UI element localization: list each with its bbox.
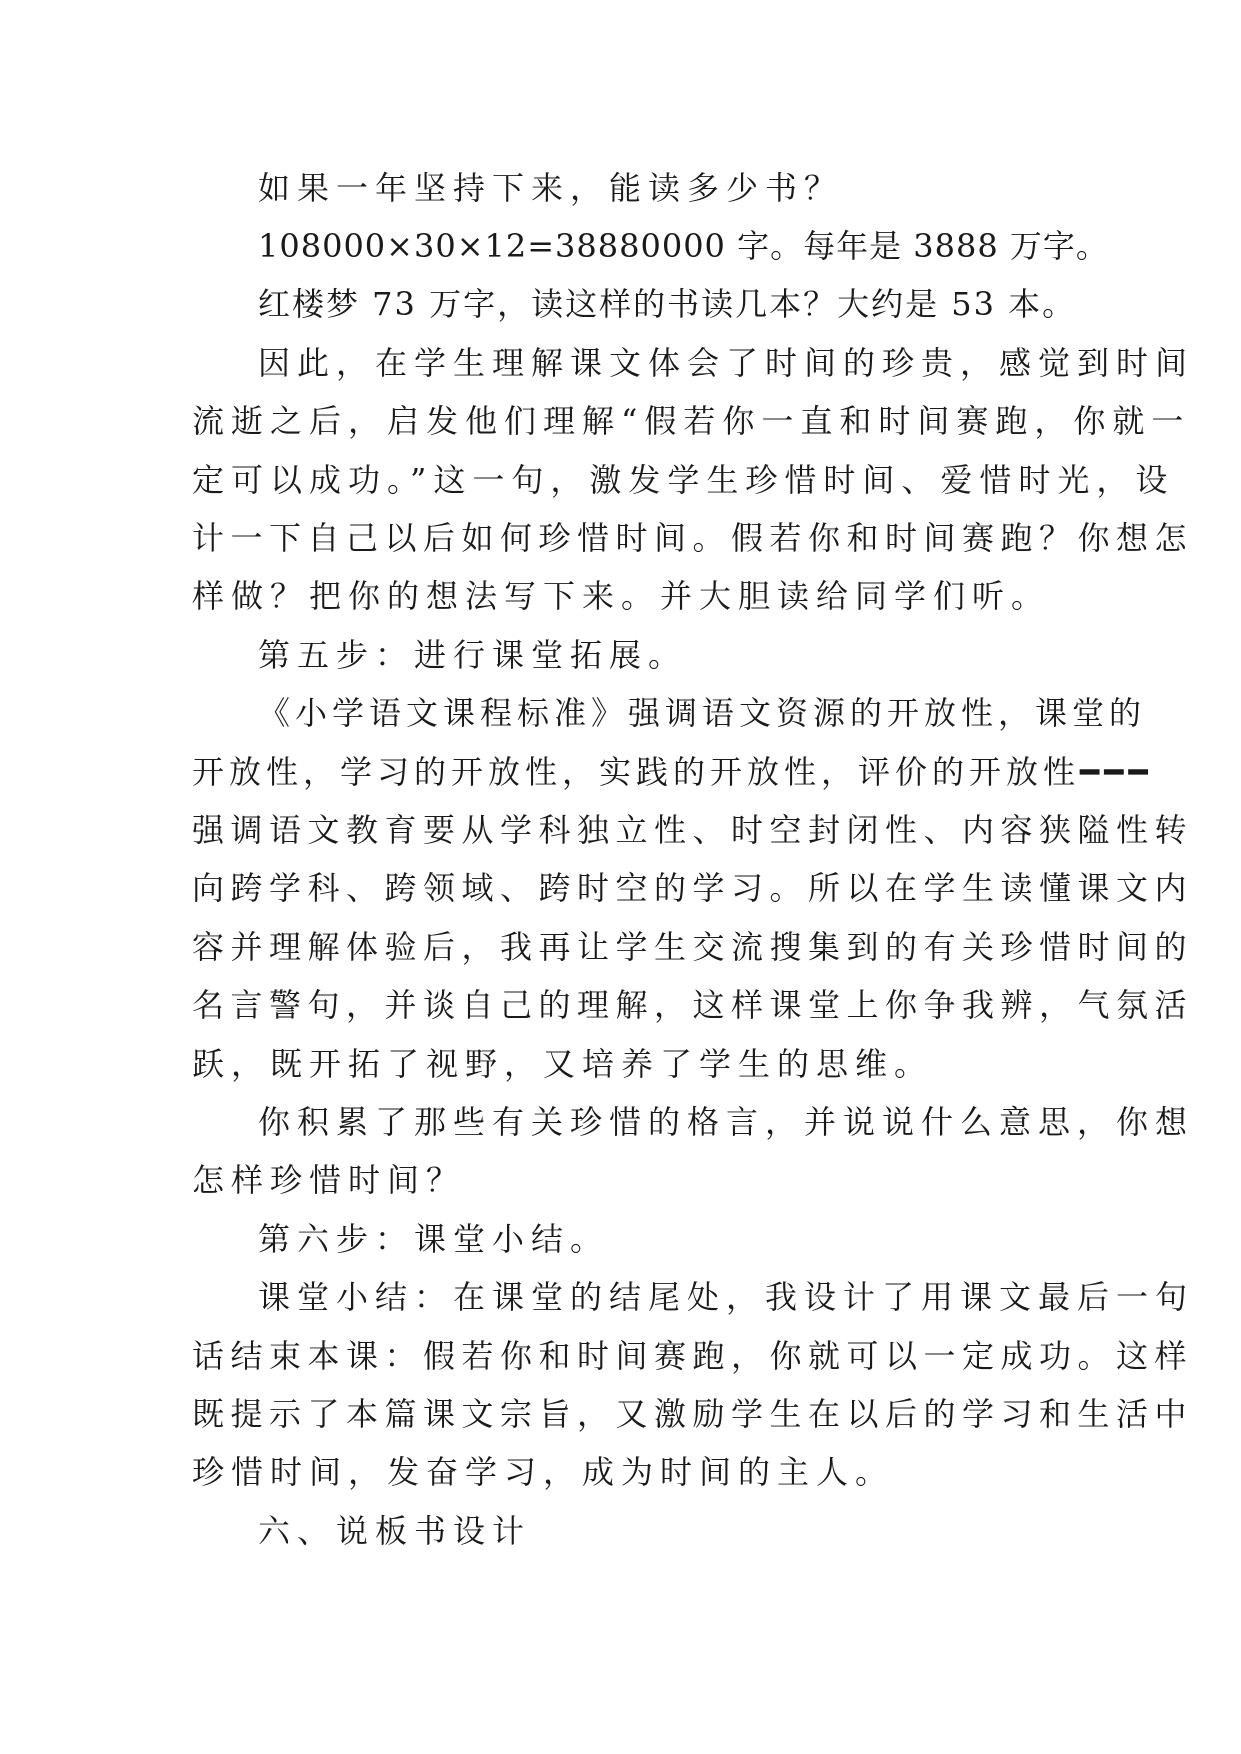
paragraph-line: 既提示了本篇课文宗旨，又激励学生在以后的学习和生活中 bbox=[192, 1395, 1194, 1433]
paragraph-line: 如果一年坚持下来，能读多少书？ bbox=[258, 169, 844, 207]
paragraph-line: 怎样珍惜时间？ bbox=[192, 1161, 466, 1199]
paragraph-line: 跃，既开拓了视野，又培养了学生的思维。 bbox=[192, 1045, 934, 1083]
paragraph-line: 《小学语文课程标准》强调语文资源的开放性，课堂的 bbox=[258, 694, 1147, 732]
section-heading: 第六步：课堂小结。 bbox=[258, 1220, 610, 1258]
paragraph-line: 强调语文教育要从学科独立性、时空封闭性、内容狭隘性转 bbox=[192, 811, 1194, 849]
paragraph-line: 因此，在学生理解课文体会了时间的珍贵，感觉到时间 bbox=[258, 344, 1195, 382]
paragraph-line: 话结束本课：假若你和时间赛跑，你就可以一定成功。这样 bbox=[192, 1337, 1194, 1375]
paragraph-line: 向跨学科、跨领域、跨时空的学习。所以在学生读懂课文内 bbox=[192, 869, 1194, 907]
paragraph-line: 珍惜时间，发奋学习，成为时间的主人。 bbox=[192, 1453, 895, 1491]
paragraph-line: 108000×30×12=38880000 字。每年是 3888 万字。 bbox=[258, 227, 1109, 265]
section-heading: 第五步：进行课堂拓展。 bbox=[258, 636, 688, 674]
paragraph-line: 名言警句，并谈自己的理解，这样课堂上你争我辨，气氛活 bbox=[192, 986, 1194, 1024]
paragraph-line: 流逝之后，启发他们理解“假若你一直和时间赛跑，你就一 bbox=[192, 402, 1191, 440]
paragraph-line: 你积累了那些有关珍惜的格言，并说说什么意思，你想 bbox=[258, 1103, 1195, 1141]
paragraph-line: 红楼梦 73 万字，读这样的书读几本？大约是 53 本。 bbox=[258, 285, 1077, 323]
paragraph-line: 定可以成功。”这一句，激发学生珍惜时间、爱惜时光，设 bbox=[192, 461, 1175, 499]
paragraph-line: 开放性，学习的开放性，实践的开放性，评价的开放性━━━ bbox=[192, 753, 1153, 791]
paragraph-line: 计一下自己以后如何珍惜时间。假若你和时间赛跑？你想怎 bbox=[192, 519, 1194, 557]
paragraph-line: 样做？把你的想法写下来。并大胆读给同学们听。 bbox=[192, 577, 1051, 615]
section-heading: 六、说板书设计 bbox=[258, 1512, 532, 1550]
paragraph-line: 容并理解体验后，我再让学生交流搜集到的有关珍惜时间的 bbox=[192, 928, 1194, 966]
paragraph-line: 课堂小结：在课堂的结尾处，我设计了用课文最后一句 bbox=[258, 1278, 1195, 1316]
